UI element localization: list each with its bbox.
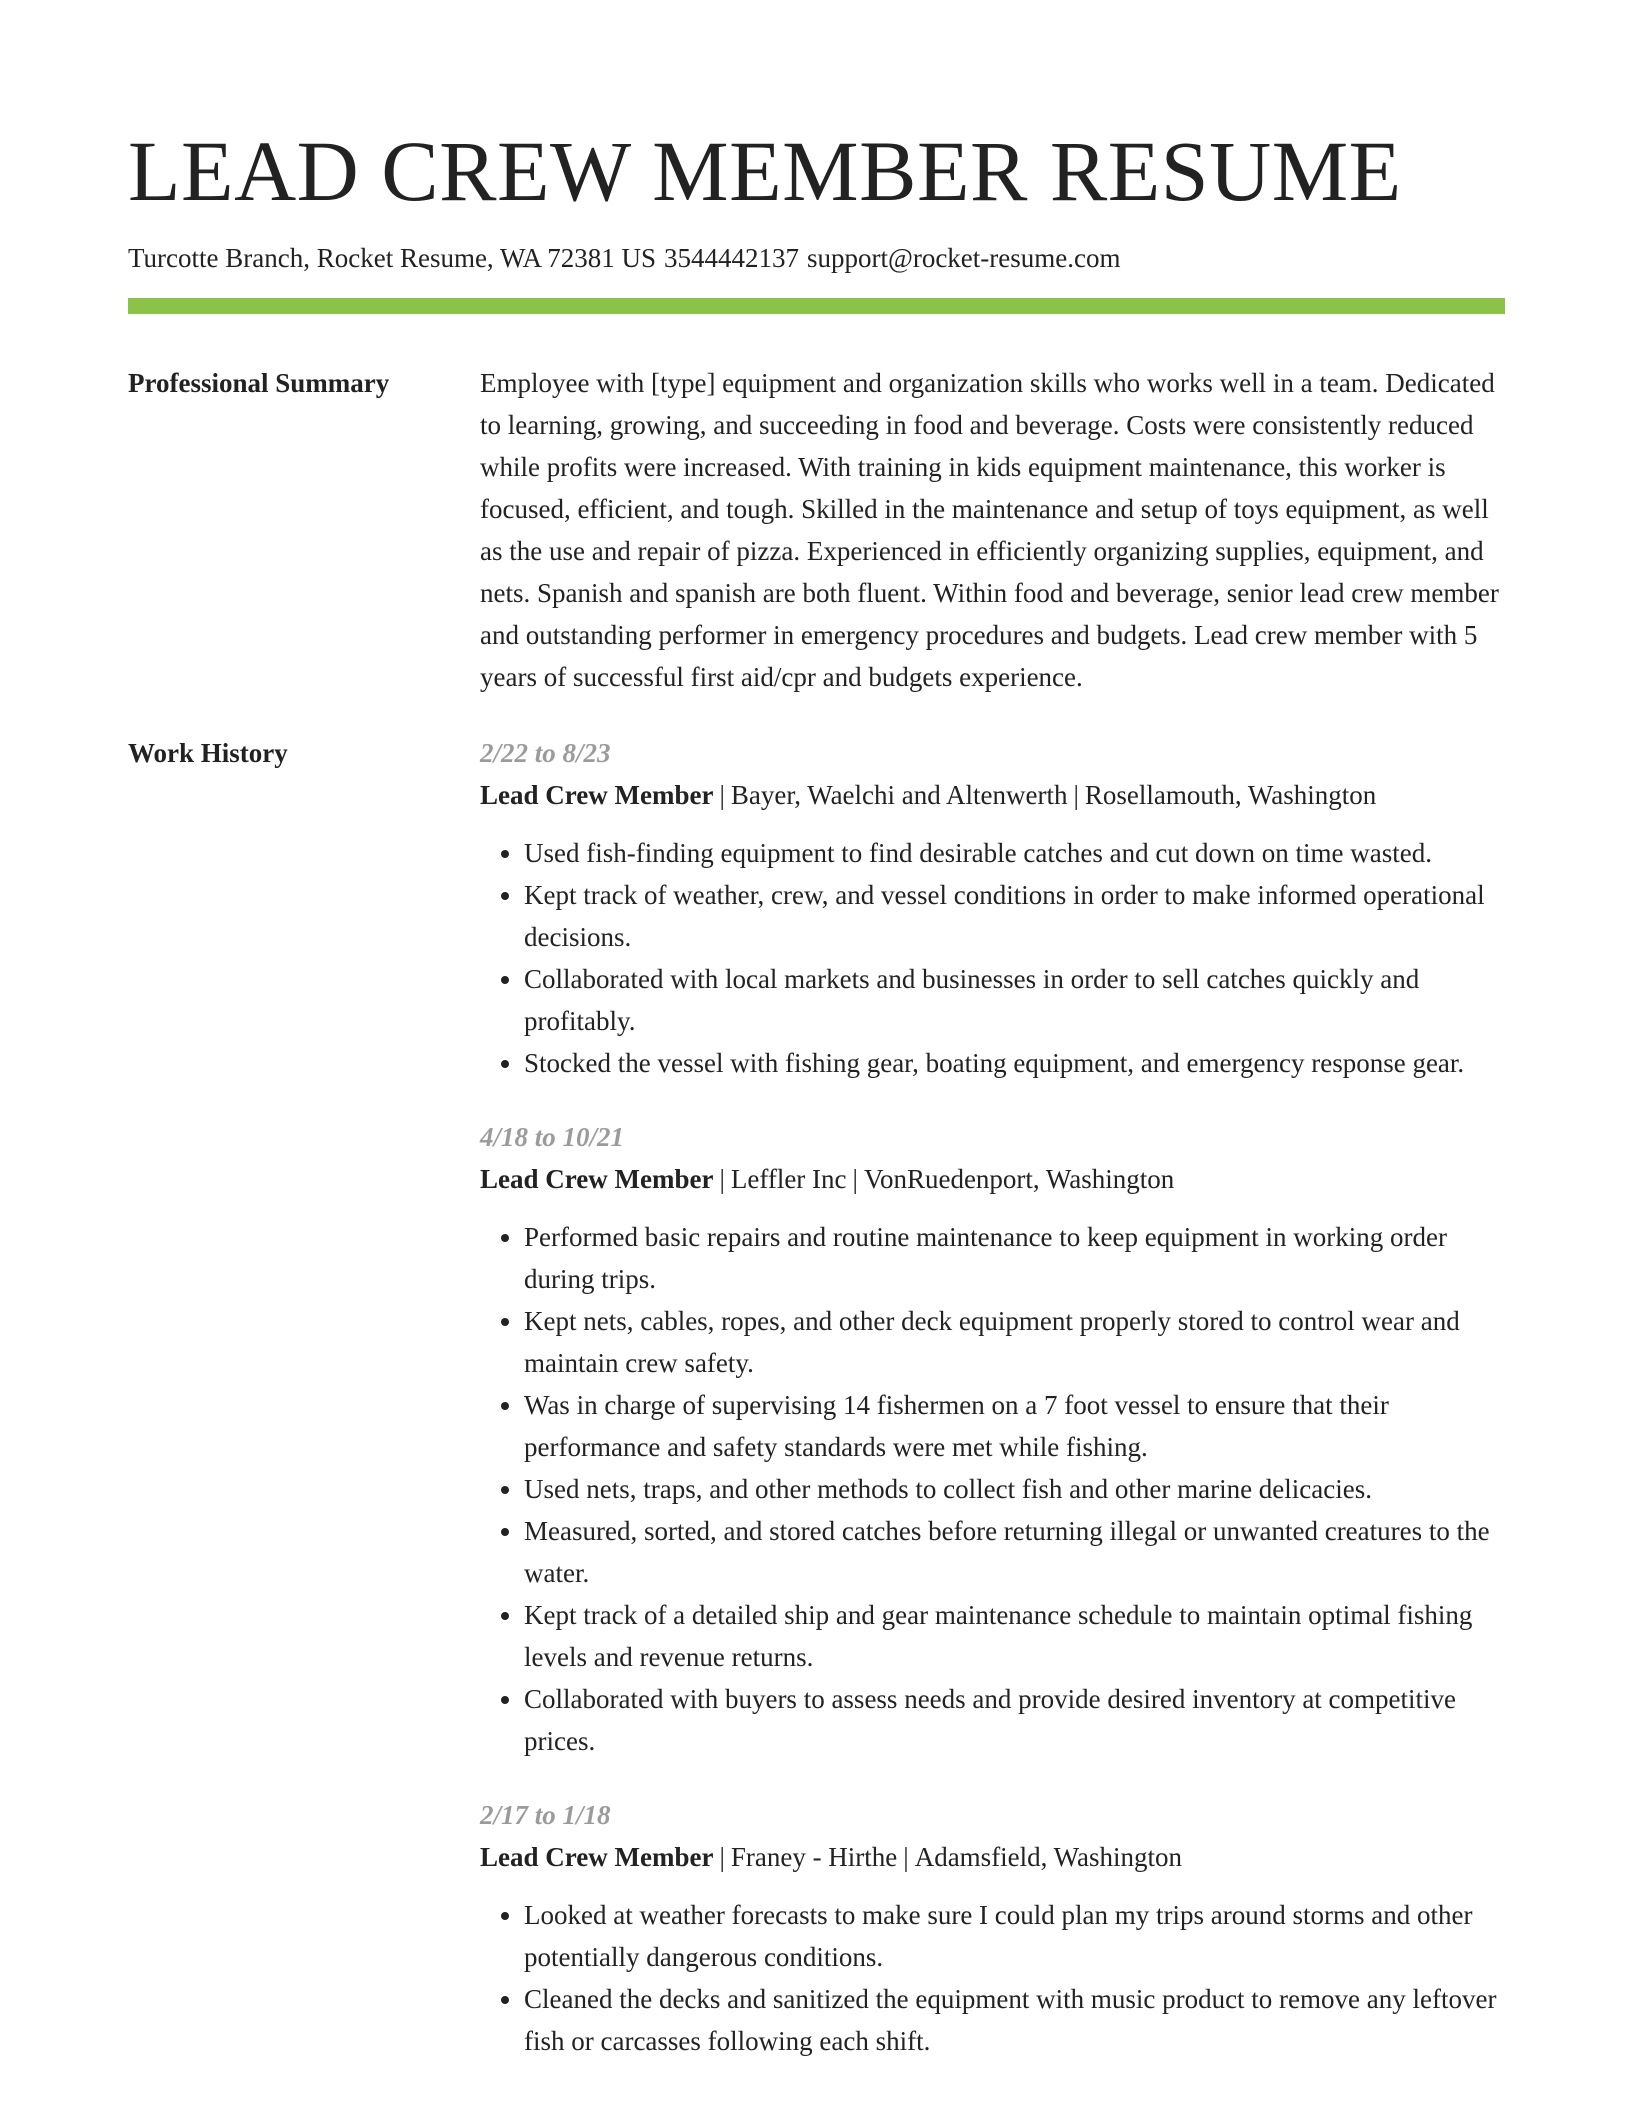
job-entry xyxy=(480,732,1505,1084)
separator: | xyxy=(1073,780,1079,810)
job-heading xyxy=(480,1836,1505,1878)
accent-divider xyxy=(128,298,1505,314)
job-bullet: • Collaborated with local markets and businesses in order to sell catches quickly and profitably. xyxy=(524,958,1505,1042)
job-bullet-list xyxy=(480,832,1505,1084)
job-bullet: • Cleaned the decks and sanitized the equipment with music product to remove any leftover fish or carcasses following each shift. xyxy=(524,1978,1505,2062)
contact-phone: 3544442137 xyxy=(663,243,799,273)
job-bullet: • Looked at weather forecasts to make sure I could plan my trips around storms and other potentially dangerous conditions. xyxy=(524,1894,1505,1978)
job-bullet: • Collaborated with buyers to assess needs and provide desired inventory at competitive prices. xyxy=(524,1678,1505,1762)
summary-body xyxy=(480,362,1505,698)
contact-line xyxy=(128,240,1505,276)
job-company: Leffler Inc xyxy=(730,1164,847,1194)
separator: | xyxy=(903,1842,909,1872)
job-bullet: • Kept nets, cables, ropes, and other deck equipment properly stored to control wear and maintain crew safety. xyxy=(524,1300,1505,1384)
job-bullet: • Kept track of weather, crew, and vessel conditions in order to make informed operational decisions. xyxy=(524,874,1505,958)
job-entry xyxy=(480,1794,1505,2062)
job-bullet: • Kept track of a detailed ship and gear maintenance schedule to maintain optimal fishing levels and revenue returns. xyxy=(524,1594,1505,1678)
contact-email: support@rocket-resume.com xyxy=(806,243,1121,273)
job-company: Bayer, Waelchi and Altenwerth xyxy=(730,780,1068,810)
job-location: VonRuedenport, Washington xyxy=(863,1164,1175,1194)
work-history-label: Work History xyxy=(128,738,288,768)
job-bullet: • Used fish-finding equipment to find desirable catches and cut down on time wasted. xyxy=(524,832,1505,874)
separator: | xyxy=(719,1164,725,1194)
summary-label: Professional Summary xyxy=(128,368,390,398)
job-bullet-list xyxy=(480,1216,1505,1762)
summary-section xyxy=(128,362,1505,698)
separator: | xyxy=(719,1842,725,1872)
job-title: Lead Crew Member xyxy=(480,780,714,810)
job-heading xyxy=(480,774,1505,816)
job-title: Lead Crew Member xyxy=(480,1842,714,1872)
separator: | xyxy=(852,1164,858,1194)
separator: | xyxy=(719,780,725,810)
contact-address: Turcotte Branch, Rocket Resume, WA 72381 US xyxy=(128,243,656,273)
job-entry xyxy=(480,1116,1505,1762)
job-bullet: • Stocked the vessel with fishing gear, boating equipment, and emergency response gear. xyxy=(524,1042,1505,1084)
job-bullet: • Performed basic repairs and routine maintenance to keep equipment in working order during trips. xyxy=(524,1216,1505,1300)
job-title: Lead Crew Member xyxy=(480,1164,714,1194)
work-history-section xyxy=(128,732,1505,2062)
job-bullet: • Used nets, traps, and other methods to collect fish and other marine delicacies. xyxy=(524,1468,1505,1510)
job-heading xyxy=(480,1158,1505,1200)
job-location: Adamsfield, Washington xyxy=(914,1842,1183,1872)
job-bullet: • Was in charge of supervising 14 fishermen on a 7 foot vessel to ensure that their performance and safety standards were met while fishing. xyxy=(524,1384,1505,1468)
job-bullet: • Measured, sorted, and stored catches before returning illegal or unwanted creatures to the water. xyxy=(524,1510,1505,1594)
work-history-body xyxy=(480,732,1505,2062)
job-location: Rosellamouth, Washington xyxy=(1084,780,1377,810)
job-dates: 4/18 to 10/21 xyxy=(480,1122,625,1152)
job-company: Franey - Hirthe xyxy=(730,1842,898,1872)
job-dates: 2/17 to 1/18 xyxy=(480,1800,611,1830)
resume-page xyxy=(128,0,1505,2062)
job-bullet-list xyxy=(480,1894,1505,2062)
job-dates: 2/22 to 8/23 xyxy=(480,738,611,768)
resume-title: LEAD CREW MEMBER RESUME xyxy=(128,123,1402,219)
summary-text: Employee with [type] equipment and organization skills who works well in a team. Dedicated to learning, growing, and succeeding in food and beverage. Costs were consistently reduced while profits were increased. With training in kids equipment maintenance, this worker is focused, efficient, and tough. Skilled in the maintenance and setup of toys equipment, as well as the use and repair of pizza. Experienced in efficiently organizing supplies, equipment, and nets. Spanish and spanish are both fluent. Within food and beverage, senior lead crew member and outstanding performer in emergency procedures and budgets. Lead crew member with 5 years of successful first aid/cpr and budgets experience. xyxy=(480,368,1499,692)
